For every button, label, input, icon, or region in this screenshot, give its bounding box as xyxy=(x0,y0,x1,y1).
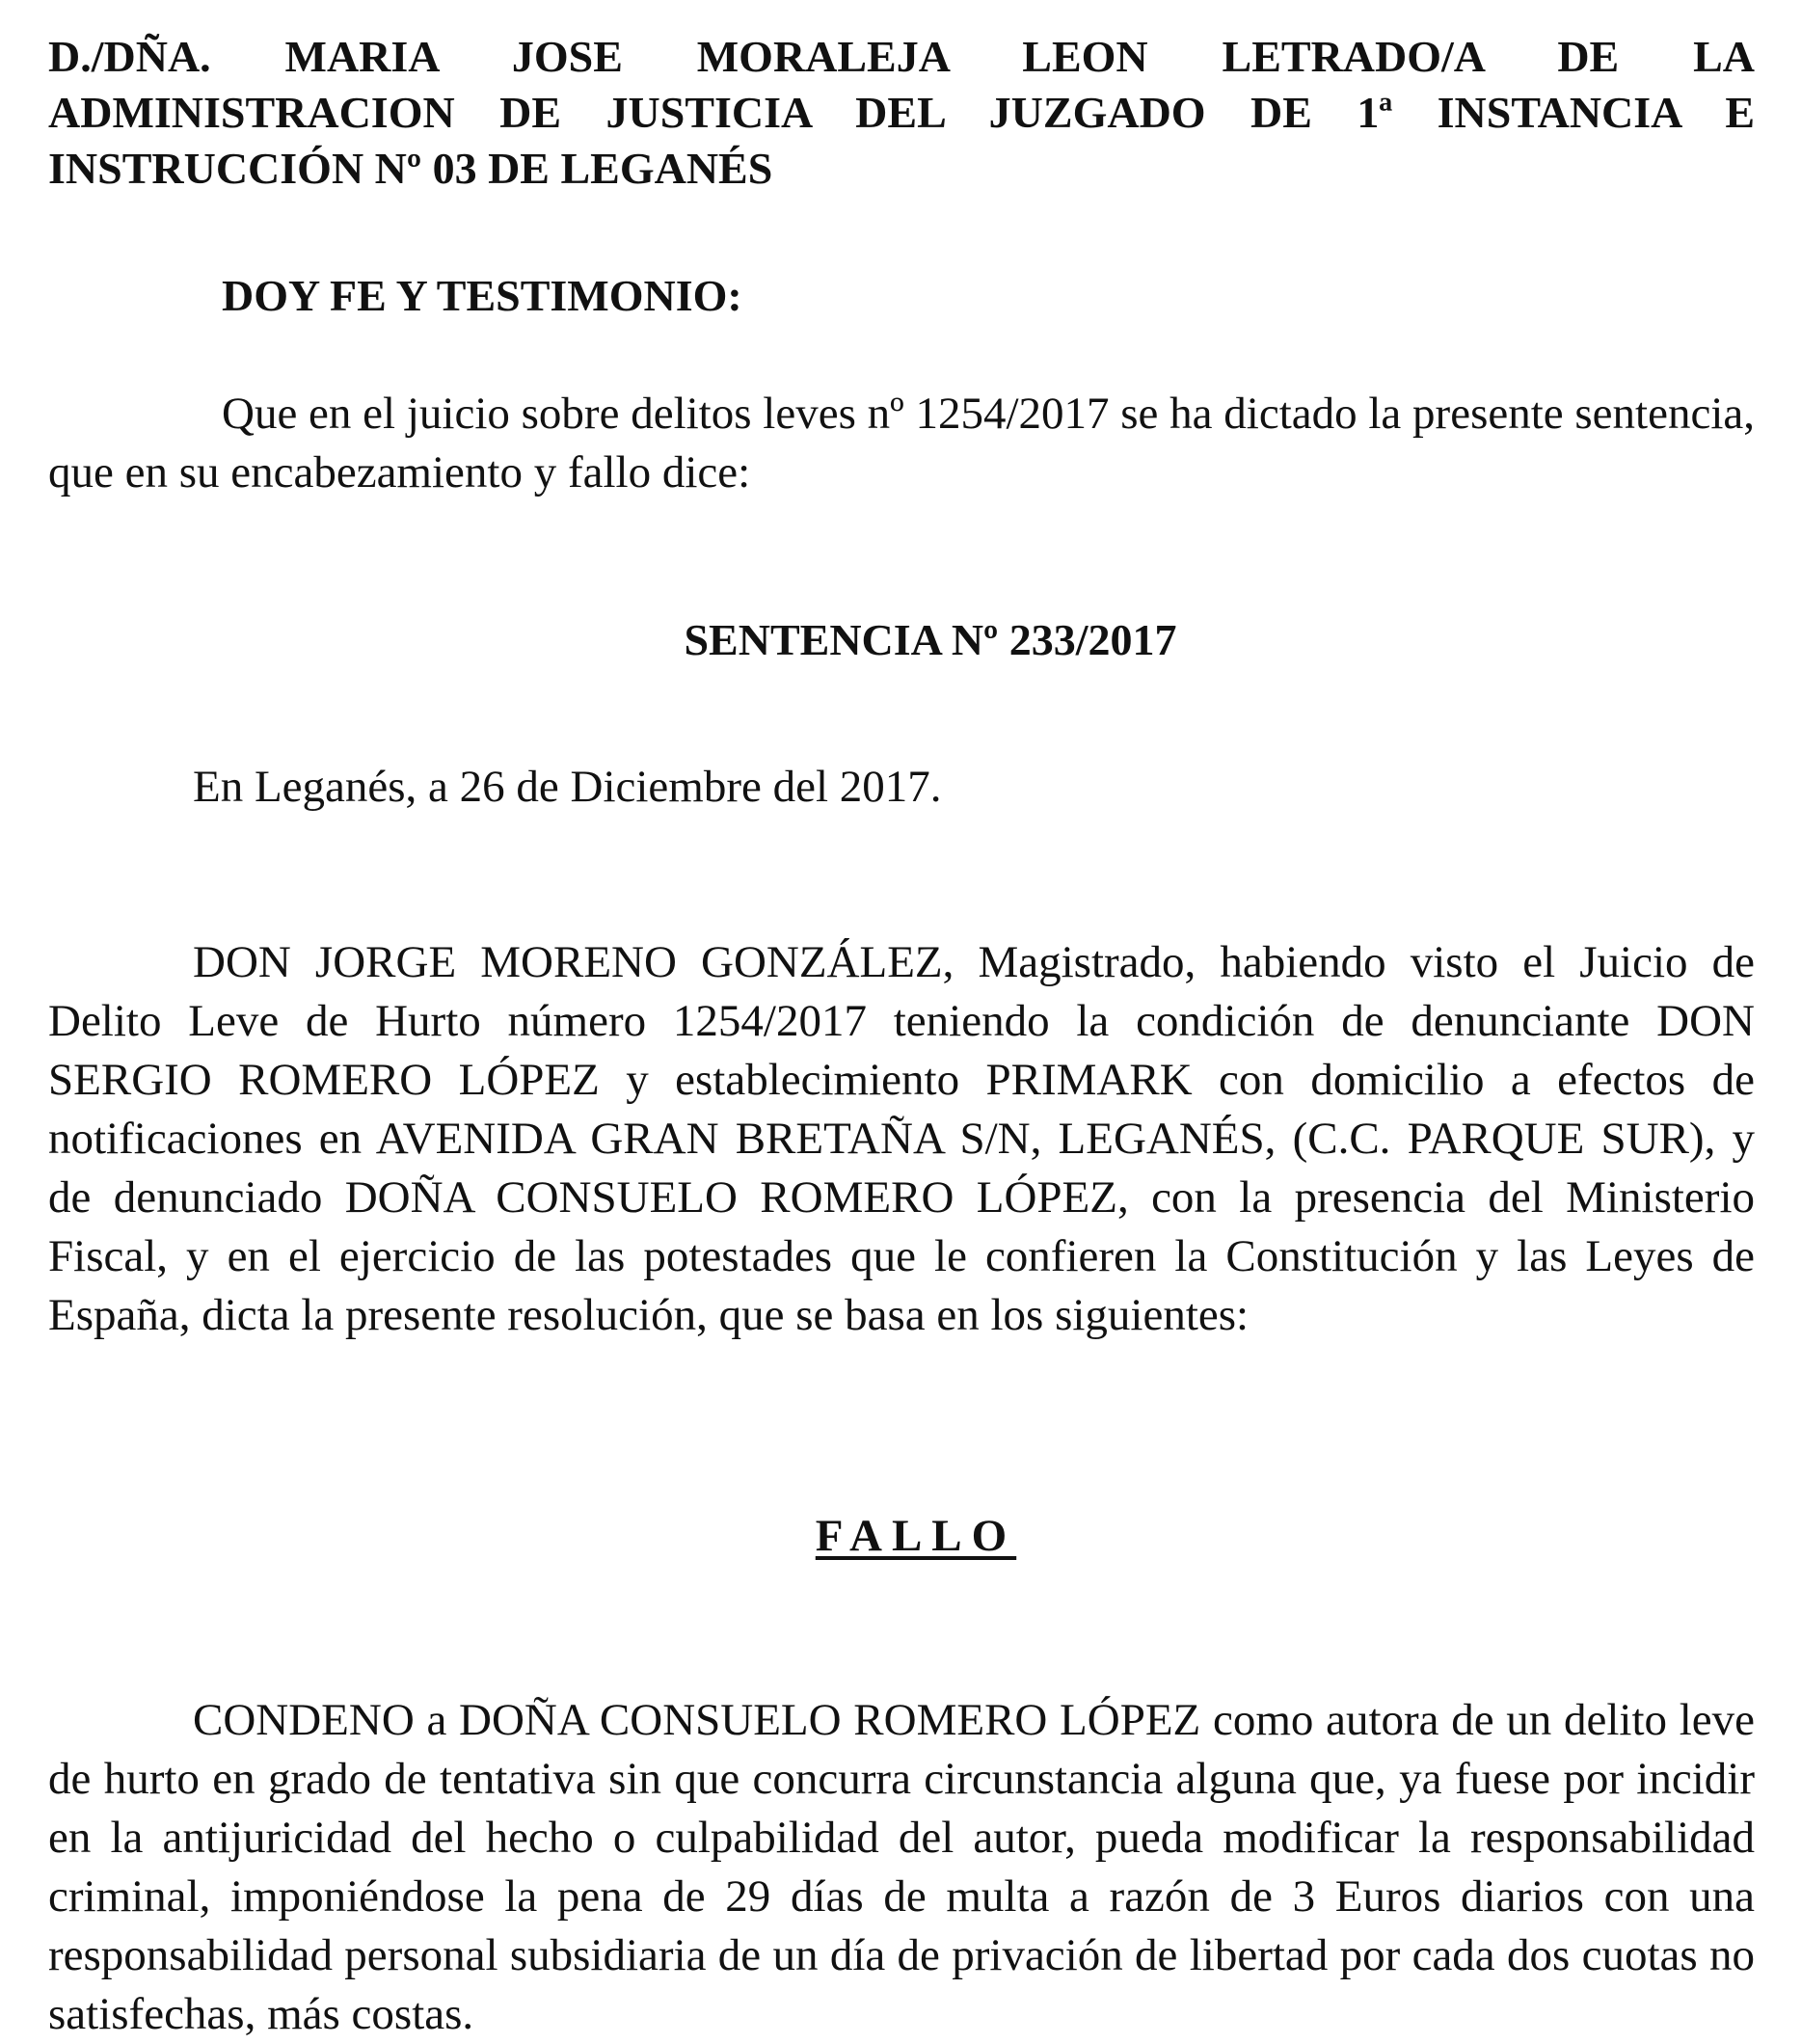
condeno-paragraph: CONDENO a DOÑA CONSUELO ROMERO LÓPEZ como autora de un delito leve de hurto en grado de tentativa sin que concurra circunstancia alguna que, ya fuese por incidir en la antijuricidad del hecho o culpabilidad del autor, pueda modificar la responsabilidad criminal, imponiéndose la pena de 29 días de multa a razón de 3 Euros diarios con una responsabilidad personal subsidiaria de un día de privación de libertad por cada dos cuotas no satisfechas, más costas. xyxy=(48,1695,1755,2039)
header-line-3: INSTRUCCIÓN Nº 03 DE LEGANÉS xyxy=(48,144,773,193)
header-line-1: D./DÑA. MARIA JOSE MORALEJA LEON LETRADO/A DE LA xyxy=(48,32,1755,81)
fallo-heading xyxy=(48,1507,1755,1566)
date-line: En Leganés, a 26 de Diciembre del 2017. xyxy=(193,762,942,812)
intro-paragraph: Que en el juicio sobre delitos leves nº 1254/2017 se ha dictado la presente sentencia, que en su encabezamiento y fallo dice: xyxy=(48,389,1755,498)
sentencia-title: SENTENCIA Nº 233/2017 xyxy=(684,615,1177,664)
document-page xyxy=(48,29,1755,2044)
document-header xyxy=(48,29,1755,197)
doy-fe-heading: DOY FE Y TESTIMONIO: xyxy=(222,271,742,320)
header-line-2: ADMINISTRACION DE JUSTICIA DEL JUZGADO DE 1ª INSTANCIA E xyxy=(48,88,1755,137)
judge-paragraph: DON JORGE MORENO GONZÁLEZ, Magistrado, habiendo visto el Juicio de Delito Leve de Hurto número 1254/2017 teniendo la condición de denunciante DON SERGIO ROMERO LÓPEZ y establecimiento PRIMARK con domicilio a efectos de notificaciones en AVENIDA GRAN BRETAÑA S/N, LEGANÉS, (C.C. PARQUE SUR), y de denunciado DOÑA CONSUELO ROMERO LÓPEZ, con la presencia del Ministerio Fiscal, y en el ejercicio de las potestades que le confieren la Constitución y las Leyes de España, dicta la presente resolución, que se basa en los siguientes: xyxy=(48,937,1755,1340)
fallo-heading-text: FALLO xyxy=(815,1511,1017,1561)
